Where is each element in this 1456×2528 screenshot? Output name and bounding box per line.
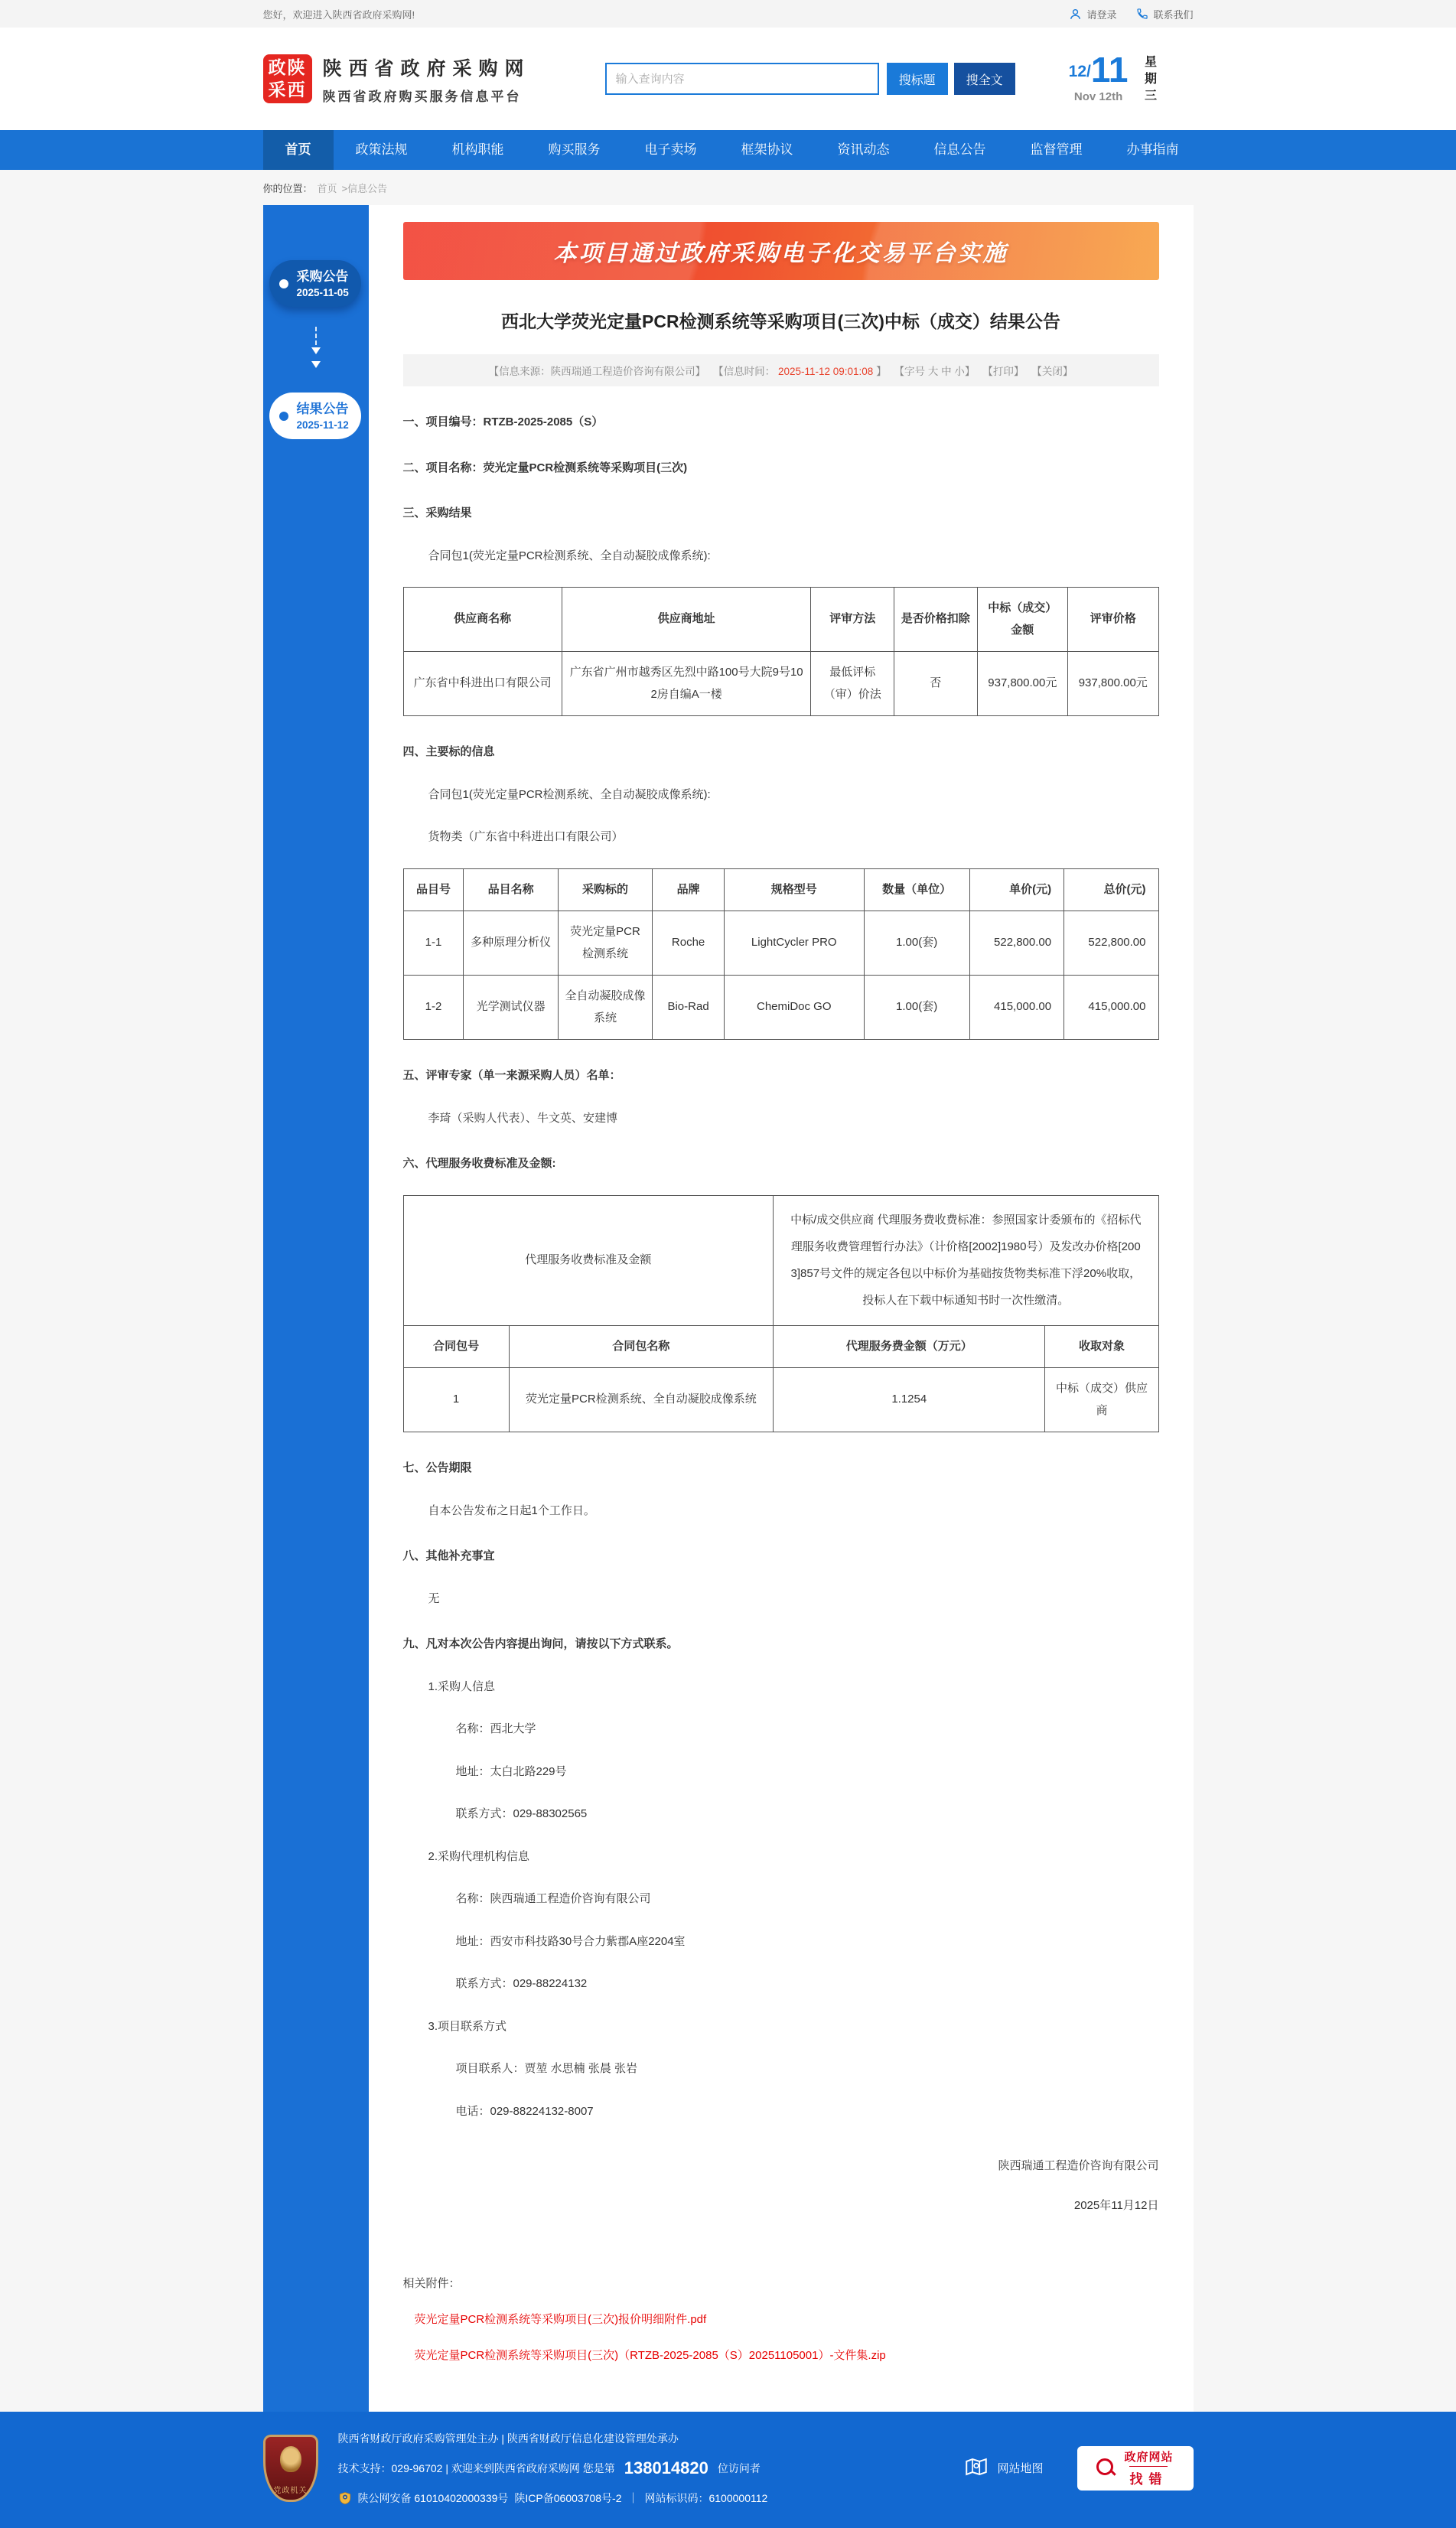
experts-list: 李琦（采购人代表）、牛文英、安建博 xyxy=(428,1111,618,1125)
agency-phone: 联系方式：029-88224132 xyxy=(455,1977,588,1990)
contract-package-line: 合同包1(荧光定量PCR检测系统、全自动凝胶成像系统): xyxy=(428,549,711,562)
table-header-cell: 评审价格 xyxy=(1068,588,1158,652)
nav-item-functions[interactable]: 机构职能 xyxy=(451,142,504,157)
sitemap-label: 网站地图 xyxy=(997,2462,1044,2476)
table-cell: 荧光定量PCR检测系统、全自动凝胶成像系统 xyxy=(509,1368,773,1432)
map-icon xyxy=(963,2454,989,2483)
footer-visitor-suffix: 位访问者 xyxy=(717,2461,761,2474)
page-title: 西北大学荧光定量PCR检测系统等采购项目(三次)中标（成交）结果公告 xyxy=(501,311,1060,331)
arrow-down-icon xyxy=(263,307,369,393)
footer-separator: ｜ xyxy=(627,2491,639,2504)
nav-item-home[interactable]: 首页 xyxy=(263,130,334,170)
table-header-cell: 品目名称 xyxy=(464,868,558,911)
section-project-number: 一、项目编号：RTZB-2025-2085（S） xyxy=(402,415,604,428)
sitemap-link[interactable] xyxy=(963,2454,1043,2483)
announcement-sidebar xyxy=(263,205,369,2412)
nav-item-announcements[interactable]: 信息公告 xyxy=(933,142,986,157)
table-cell: 光学测试仪器 xyxy=(464,976,558,1040)
visitor-count: 138014820 xyxy=(624,2458,708,2478)
section-project-name: 二、项目名称：荧光定量PCR检测系统等采购项目(三次) xyxy=(402,461,688,474)
badge-label: 党政机关 xyxy=(273,2486,308,2495)
supplier-result-table xyxy=(403,587,1159,716)
sidebar-item-date: 2025-11-12 xyxy=(296,419,349,432)
meta-time-value: 2025-11-12 09:01:08 xyxy=(777,366,874,377)
attachment-link-pdf[interactable]: 荧光定量PCR检测系统等采购项目(三次)报价明细附件.pdf xyxy=(414,2313,707,2326)
attachment-link-zip[interactable]: 荧光定量PCR检测系统等采购项目(三次)（RTZB-2025-2085（S）20251105001）-文件集.zip xyxy=(414,2349,886,2362)
table-row xyxy=(403,976,1158,1040)
section-other-matters: 八、其他补充事宜 xyxy=(402,1549,495,1562)
police-badge-icon xyxy=(338,2491,352,2505)
signoff-date: 2025年11月12日 xyxy=(1073,2198,1159,2212)
table-row xyxy=(403,1368,1158,1432)
agency-name: 名称：陕西瑞通工程造价咨询有限公司 xyxy=(455,1892,651,1905)
section-main-subject-info: 四、主要标的信息 xyxy=(402,745,495,758)
section-inquiries: 九、凡对本次公告内容提出询问，请按以下方式联系。 xyxy=(402,1637,679,1650)
footer-registration-line xyxy=(338,2490,768,2507)
signoff-company: 陕西瑞通工程造价咨询有限公司 xyxy=(998,2159,1159,2172)
table-cell: 415,000.00 xyxy=(969,976,1063,1040)
other-matters-text: 无 xyxy=(428,1591,440,1605)
attachments-title: 相关附件： xyxy=(402,2277,461,2290)
purchaser-info-title: 1.采购人信息 xyxy=(428,1679,496,1693)
login-link[interactable] xyxy=(1069,7,1116,21)
table-cell: Roche xyxy=(653,911,725,976)
welcome-text: 您好，欢迎进入陕西省政府采购网! xyxy=(262,8,415,21)
project-contact-phone: 电话：029-88224132-8007 xyxy=(455,2104,594,2118)
signoff-block xyxy=(403,2156,1159,2215)
table-cell: 1-2 xyxy=(403,976,464,1040)
gov-site-find-error-badge[interactable] xyxy=(1077,2446,1194,2491)
nav-item-policy[interactable]: 政策法规 xyxy=(355,142,408,157)
table-header-cell: 评审方法 xyxy=(811,588,894,652)
table-cell: 广东省广州市越秀区先烈中路100号大院9号102房自编A一楼 xyxy=(562,652,811,716)
table-cell: 522,800.00 xyxy=(969,911,1063,976)
date-widget xyxy=(1069,52,1194,106)
table-cell: 全自动凝胶成像系统 xyxy=(558,976,652,1040)
section-experts: 五、评审专家（单一来源采购人员）名单： xyxy=(402,1069,621,1082)
table-cell: 522,800.00 xyxy=(1064,911,1158,976)
find-error-title: 政府网站 xyxy=(1124,2451,1174,2464)
table-row xyxy=(403,652,1158,716)
table-cell: 荧光定量PCR检测系统 xyxy=(558,911,652,976)
date-day: 11 xyxy=(1090,50,1129,90)
nav-item-guide[interactable]: 办事指南 xyxy=(1126,142,1179,157)
platform-banner: 本项目通过政府采购电子化交易平台实施 xyxy=(403,222,1159,280)
article-content xyxy=(369,205,1194,2412)
table-header-cell: 供应商名称 xyxy=(403,588,562,652)
section-agency-fee: 六、代理服务收费标准及金额: xyxy=(402,1157,556,1170)
breadcrumb-band xyxy=(0,170,1456,205)
table-cell: 1.00(套) xyxy=(864,976,969,1040)
table-header-cell: 总价(元) xyxy=(1064,868,1158,911)
main-area xyxy=(0,205,1456,2412)
breadcrumb-prefix: 你的位置： xyxy=(262,182,313,194)
table-cell: 中标/成交供应商 代理服务费收费标准：参照国家计委颁布的《招标代理服务收费管理暂行办法》（计价格[2002]1980号）及发改办价格[2003]857号文件的规定各包以中标价为基础按货物类标准下浮20%收取，投标人在下载中标通知书时一次性缴清。 xyxy=(774,1195,1158,1325)
meta-close-button[interactable]: 【关闭】 xyxy=(1031,366,1073,377)
nav-item-framework-agreement[interactable]: 框架协议 xyxy=(741,142,793,157)
magnifier-icon xyxy=(1096,2458,1116,2478)
user-icon xyxy=(1069,8,1082,21)
table-cell: 1-1 xyxy=(403,911,464,976)
table-header-cell: 收取对象 xyxy=(1045,1325,1158,1368)
project-contact-names: 项目联系人：贾堃 水思楠 张晨 张岩 xyxy=(455,2062,638,2075)
table-header-cell: 是否价格扣除 xyxy=(894,588,978,652)
purchaser-phone: 联系方式：029-88302565 xyxy=(455,1807,588,1820)
table-cell: 中标（成交）供应商 xyxy=(1045,1368,1158,1432)
breadcrumb xyxy=(263,170,1194,205)
site-logo[interactable] xyxy=(263,54,531,105)
nav-item-e-marketplace[interactable]: 电子卖场 xyxy=(644,142,697,157)
search-title-button[interactable]: 搜标题 xyxy=(887,63,948,95)
table-header-cell: 采购标的 xyxy=(558,868,652,911)
table-header-cell: 合同包名称 xyxy=(509,1325,773,1368)
find-error-label: 找错 xyxy=(1129,2466,1168,2487)
table-cell: 代理服务收费标准及金额 xyxy=(403,1195,774,1325)
announcement-period-text: 自本公告发布之日起1个工作日。 xyxy=(428,1503,595,1517)
table-row xyxy=(403,911,1158,976)
icp-registration: 陕ICP备06003708号-2 xyxy=(514,2491,622,2504)
footer-organizer-line: 陕西省财政厅政府采购管理处主办 | 陕西省财政厅信息化建设管理处承办 xyxy=(337,2432,679,2445)
agency-address: 地址：西安市科技路30号合力紫郡A座2204室 xyxy=(455,1934,686,1948)
table-cell: Bio-Rad xyxy=(653,976,725,1040)
agency-info-title: 2.采购代理机构信息 xyxy=(428,1849,530,1863)
goods-category-line: 货物类（广东省中科进出口有限公司） xyxy=(428,830,624,843)
logo-seal-icon xyxy=(263,54,312,103)
nav-item-news[interactable]: 资讯动态 xyxy=(837,142,890,157)
agency-fee-table xyxy=(403,1195,1159,1433)
table-header-cell: 数量（单位） xyxy=(864,868,969,911)
meta-time-label: 【信息时间： xyxy=(713,366,776,377)
table-header-cell: 中标（成交）金额 xyxy=(977,588,1067,652)
nav-item-purchase-services[interactable]: 购买服务 xyxy=(548,142,601,157)
table-cell: LightCycler PRO xyxy=(724,911,864,976)
date-weekday: 星期三 xyxy=(1142,55,1156,106)
site-footer xyxy=(0,2412,1456,2528)
sidebar-item-procurement-announcement[interactable] xyxy=(269,260,361,307)
purchaser-name: 名称：西北大学 xyxy=(455,1722,536,1735)
table-cell: ChemiDoc GO xyxy=(724,976,864,1040)
purchaser-address: 地址：太白北路229号 xyxy=(455,1764,567,1778)
items-table xyxy=(403,868,1159,1041)
phone-icon xyxy=(1136,8,1148,20)
table-header-cell: 品牌 xyxy=(653,868,725,911)
table-cell: 多种原理分析仪 xyxy=(464,911,558,976)
footer-support-line xyxy=(338,2455,768,2481)
meta-source: 【信息来源：陕西瑞通工程造价咨询有限公司】 xyxy=(488,366,706,377)
meta-time xyxy=(713,363,886,378)
table-header-cell: 品目号 xyxy=(403,868,464,911)
table-cell: 415,000.00 xyxy=(1064,976,1158,1040)
table-header-cell: 合同包号 xyxy=(403,1325,509,1368)
table-cell: 937,800.00元 xyxy=(977,652,1067,716)
breadcrumb-current[interactable]: >信息公告 xyxy=(341,182,388,194)
site-header xyxy=(0,28,1456,130)
table-header-cell: 供应商地址 xyxy=(562,588,811,652)
police-registration: 陕公网安备 61010402000339号 xyxy=(357,2491,509,2504)
contact-us-label: 联系我们 xyxy=(1153,8,1194,21)
table-cell: 广东省中科进出口有限公司 xyxy=(403,652,562,716)
meta-fontsize-control[interactable]: 【字号 大 中 小】 xyxy=(894,366,976,377)
table-header-cell: 代理服务费金额（万元） xyxy=(774,1325,1045,1368)
table-cell: 最低评标（审）价法 xyxy=(811,652,894,716)
table-cell: 否 xyxy=(894,652,978,716)
footer-support-text: 技术支持：029-96702 | 欢迎来到陕西省政府采购网 您是第 xyxy=(337,2461,615,2474)
project-contact-title: 3.项目联系方式 xyxy=(428,2019,507,2033)
sidebar-item-label: 结果公告 xyxy=(296,402,349,417)
sidebar-item-date: 2025-11-05 xyxy=(296,287,349,299)
logo-text-1: 政陕 xyxy=(268,57,307,78)
table-cell: 1 xyxy=(403,1368,509,1432)
logo-text-2: 采西 xyxy=(268,80,307,99)
sidebar-item-label: 采购公告 xyxy=(296,269,349,284)
login-label: 请登录 xyxy=(1086,8,1117,21)
contract-package-line: 合同包1(荧光定量PCR检测系统、全自动凝胶成像系统): xyxy=(428,787,711,801)
breadcrumb-home-link[interactable]: 首页 xyxy=(317,182,337,194)
search-fulltext-button[interactable]: 搜全文 xyxy=(954,63,1015,95)
sidebar-item-result-announcement[interactable] xyxy=(269,393,361,439)
table-header-cell: 规格型号 xyxy=(724,868,864,911)
nav-item-supervision[interactable]: 监督管理 xyxy=(1030,142,1083,157)
table-cell: 1.00(套) xyxy=(864,911,969,976)
section-procurement-result: 三、采购结果 xyxy=(402,507,472,520)
site-subtitle: 陕西省政府购买服务信息平台 xyxy=(322,89,522,104)
main-nav xyxy=(0,130,1456,170)
table-header-cell: 单价(元) xyxy=(969,868,1063,911)
table-cell: 937,800.00元 xyxy=(1068,652,1158,716)
site-name: 陕西省政府采购网 xyxy=(322,57,531,80)
section-announcement-period: 七、公告期限 xyxy=(402,1461,472,1474)
attachments xyxy=(403,2275,1159,2363)
meta-print-button[interactable]: 【打印】 xyxy=(982,366,1024,377)
site-id: 网站标识码：6100000112 xyxy=(644,2491,768,2504)
meta-time-end: 】 xyxy=(876,366,887,377)
date-month: 12/ xyxy=(1068,63,1091,80)
article-meta-bar xyxy=(403,354,1159,386)
party-government-badge-icon xyxy=(263,2435,318,2502)
date-english: Nov 12th xyxy=(1073,90,1123,103)
search-bar xyxy=(605,63,1015,95)
table-cell: 1.1254 xyxy=(774,1368,1045,1432)
search-input[interactable] xyxy=(605,63,879,95)
contact-us-link[interactable] xyxy=(1136,7,1193,21)
topbar xyxy=(0,0,1456,28)
